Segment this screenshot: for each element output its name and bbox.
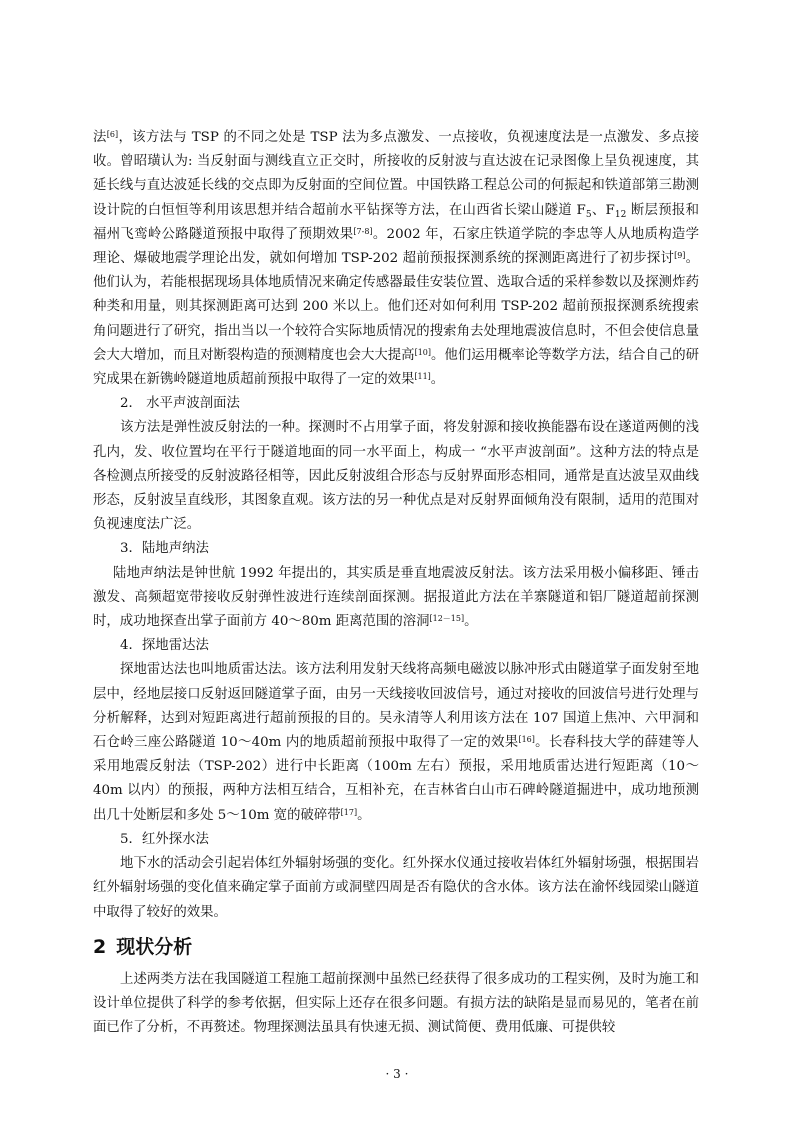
- subscript: 12: [614, 209, 627, 220]
- subheading-infrared: [93, 828, 699, 852]
- paragraph-status-analysis: [93, 968, 699, 1041]
- subheading-land-sonar: [93, 537, 699, 561]
- citation-ref: [16]: [518, 735, 535, 745]
- section-title: 现状分析: [116, 935, 193, 958]
- text-run: 。他们运用概率论等数学方法，结合自己的研究成果在新镌岭隧道地质超前预报中取得了一定的效果: [93, 347, 700, 388]
- text-run: 、F: [591, 202, 615, 218]
- paragraph-horizontal-sonic: [93, 416, 699, 537]
- text-run: ，该方法与 TSP 的不同之处是 TSP 法为多点激发、一点接收，负视速度法是一点激发、多点接收。曾昭璜认为: 当反射面与测线直立正交时，所接收的反射波与直达波在记录图像上呈负视速度，其延长线与直达波延长线的交点即为反射面的空间位置。中国铁路工程总公司的何振起和铁道部第三勘测设计院的白恒恒等利用该思想并结合超前水平钻探等方法，在山西省长梁山隧道 F: [93, 130, 699, 218]
- text-run: 5．红外探水法: [120, 831, 209, 847]
- text-run: 2． 水平声波剖面法: [120, 396, 240, 412]
- citation-ref: [12－15]: [429, 614, 465, 624]
- page-number: · 3 ·: [385, 1067, 409, 1081]
- subscript: 5: [585, 209, 592, 220]
- subheading-horizontal-sonic: [93, 392, 699, 416]
- text-run: 陆地声纳法是钟世航 1992 年提出的，其实质是垂直地震波反射法。该方法采用极小偏移距、锤击激发、高频超宽带接收反射弹性波进行连续剖面探测。据报道此方法在羊寨隧道和铝厂隧道超前探测时，成功地探查出掌子面前方 40～80m 距离范围的溶洞: [93, 565, 699, 630]
- text-run: 。长春科技大学的薛建等人采用地震反射法（TSP-202）进行中长距离（100m 左右）预报，采用地质雷达进行短距离（10～40m 以内）的预报，两种方法相互结合，互相补充，在吉林省白山市石碑岭隧道掘进中，成功地预测出几十处断层和多处 5～10m 宽的破碎带: [93, 735, 700, 823]
- subheading-ground-radar: [93, 634, 699, 658]
- citation-ref: [10]: [414, 347, 432, 357]
- paragraph-land-sonar: [93, 562, 699, 635]
- paragraph-tsp-methods: [93, 126, 699, 392]
- text-run: 。他们认为，若能根据现场具体地质情况来确定传感器最佳安装位置、选取合适的采样参数以及探测炸药种类和用量，则其探测距离可达到 200 米以上。他们还对如何利用 TSP-202 超前预报探测系统搜索角问题进行了研究，指出当以一个较符合实际地质情况的搜索角去处理地震波信息时，不但会使信息量会大大增加，而且对断裂构造的预测精度也会大大提高: [93, 251, 699, 363]
- citation-ref: [7-8]: [353, 226, 373, 236]
- text-run: 该方法是弹性波反射法的一种。探测时不占用掌子面，将发射源和接收换能器布设在遂道两侧的浅孔内，发、收位置均在平行于隧道地面的同一水平面上，构成一 “水平声波剖面”。这种方法的特点是各检测点所接受的反射波路径相等，因此反射波组合形态与反射界面形态相同，通常是直达波呈双曲线形态，反射波呈直线形，其图象直观。该方法的另一种优点是对反射界面倾角没有限制，适用的范围对负视速度法广泛。: [93, 420, 699, 533]
- text-run: 探地雷达法也叫地质雷达法。该方法利用发射天线将高频电磁波以脉冲形式由隧道掌子面发射至地层中，经地层接口反射返回隧道掌子面，由另一天线接收回波信号，通过对接收的回波信号进行处理与分析解释，达到对短距离进行超前预报的目的。吴永清等人利用该方法在 107 国道上焦冲、六甲洞和石仓岭三座公路隧道 10～40m 内的地质超前预报中取得了一定的效果: [93, 662, 699, 751]
- text-run: 3．陆地声纳法: [120, 541, 209, 557]
- text-run: 地下水的活动会引起岩体红外辐射场强的变化。红外探水仪通过接收岩体红外辐射场强，根据围岩红外辐射场强的变化值来确定掌子面前方或洞壁四周是否有隐伏的含水体。该方法在渝怀线园梁山隧道中取得了较好的效果。: [93, 856, 699, 920]
- text-run: 。: [430, 372, 445, 388]
- text-run: 法: [93, 130, 107, 145]
- section-number: 2: [93, 935, 107, 958]
- paragraph-ground-radar: [93, 658, 699, 827]
- paragraph-infrared: [93, 852, 699, 925]
- text-run: 4．探地雷达法: [120, 638, 209, 654]
- text-run: 上述两类方法在我国隧道工程施工超前探测中虽然已经获得了很多成功的工程实例，及时为施工和设计单位提供了科学的参考依据，但实际上还存在很多问题。有损方法的缺陷是显而易见的，笔者在前面已作了分析，不再赘述。物理探测法虽具有快速无损、测试简便、费用低廉、可提供较: [93, 971, 699, 1036]
- text-run: 。2002 年，石家庄铁道学院的李忠等人从地质构造学理论、爆破地震学理论出发，就如何增加 TSP-202 超前预报探测系统的探测距离进行了初步探讨: [93, 226, 699, 267]
- text-run: 断层预报和福州飞鸾岭公路隧道预报中取得了预期效果: [93, 202, 699, 242]
- citation-ref: [9]: [674, 251, 686, 261]
- page-body: [93, 126, 699, 1040]
- text-run: 。: [357, 807, 371, 823]
- citation-ref: [6]: [106, 130, 119, 139]
- citation-ref: [17]: [340, 807, 358, 817]
- citation-ref: [11]: [414, 372, 431, 382]
- text-run: 。: [464, 614, 478, 630]
- section-heading-status-analysis: [93, 935, 699, 959]
